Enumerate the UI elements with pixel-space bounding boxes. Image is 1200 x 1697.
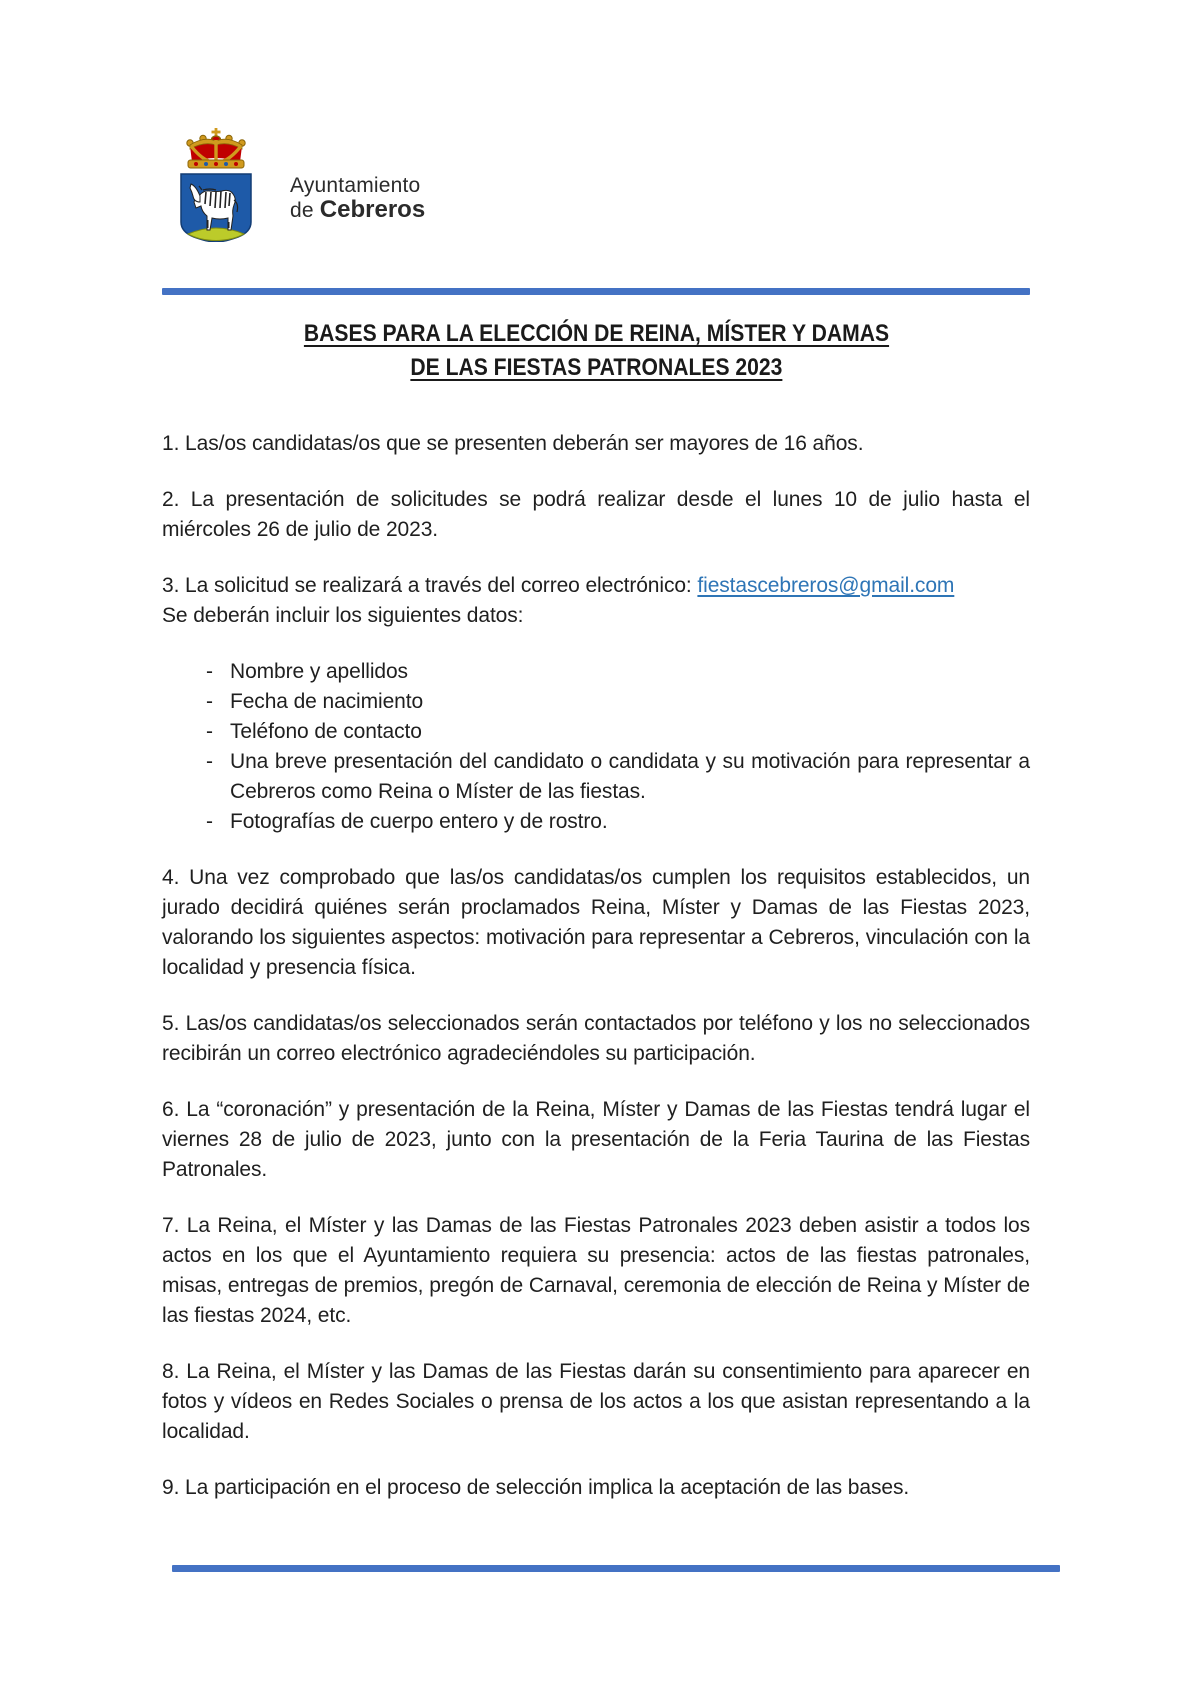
dash-marker: - bbox=[206, 750, 213, 773]
organization-name bbox=[290, 174, 425, 223]
bottom-divider bbox=[172, 1565, 1060, 1572]
paragraph-6: 6. La “coronación” y presentación de la Reina, Míster y Damas de las Fiestas tendrá lugar el viernes 28 de julio de 2023, junto con la presentación de la Feria Taurina de las Fiestas Patronales. bbox=[162, 1098, 1030, 1181]
cebreros-coat-of-arms-icon bbox=[176, 126, 256, 242]
list-item bbox=[162, 807, 1030, 837]
document-body bbox=[162, 429, 1030, 1503]
list-item-text: Una breve presentación del candidato o candidata y su motivación para representar a Cebreros como Reina o Míster de las fiestas. bbox=[230, 750, 1030, 803]
paragraph-3-line2: Se deberán incluir los siguientes datos: bbox=[162, 604, 524, 627]
list-item-text: Teléfono de contacto bbox=[230, 720, 422, 743]
title-line-2: DE LAS FIESTAS PATRONALES 2023 bbox=[409, 354, 783, 381]
list-item-text: Fecha de nacimiento bbox=[230, 690, 424, 713]
crown-icon bbox=[187, 128, 245, 168]
dash-marker: - bbox=[206, 810, 213, 833]
paragraph-3-text: 3. La solicitud se realizará a través del correo electrónico: bbox=[162, 574, 698, 597]
list-item bbox=[162, 687, 1030, 717]
paragraph-2: 2. La presentación de solicitudes se podrá realizar desde el lunes 10 de julio hasta el miércoles 26 de julio de 2023. bbox=[162, 488, 1030, 541]
email-link[interactable]: fiestascebreros@gmail.com bbox=[697, 574, 955, 597]
paragraph-7: 7. La Reina, el Míster y las Damas de las Fiestas Patronales 2023 deben asistir a todos los actos en los que el Ayuntamiento requiera su presencia: actos de las fiestas patronales, misas, entregas de premios, pregón de Carnaval, ceremonia de elección de Reina y Míster de las fiestas 2024, etc. bbox=[162, 1214, 1030, 1327]
page-title bbox=[162, 317, 1030, 385]
title-line-1: BASES PARA LA ELECCIÓN DE REINA, MÍSTER Y DAMAS bbox=[303, 320, 889, 347]
list-item bbox=[162, 717, 1030, 747]
paragraph-4: 4. Una vez comprobado que las/os candidatas/os cumplen los requisitos establecidos, un jurado decidirá quiénes serán proclamados Reina, Míster y Damas de las Fiestas 2023, valorando los siguientes aspectos: motivación para representar a Cebreros, vinculación con la localidad y presencia física. bbox=[162, 866, 1030, 979]
dash-marker: - bbox=[206, 660, 213, 683]
shield-icon bbox=[181, 174, 251, 242]
dash-marker: - bbox=[206, 690, 213, 713]
paragraph-5: 5. Las/os candidatas/os seleccionados serán contactados por teléfono y los no seleccionados recibirán un correo electrónico agradeciéndoles su participación. bbox=[162, 1012, 1030, 1065]
list-item-text: Fotografías de cuerpo entero y de rostro. bbox=[230, 810, 608, 833]
list-item bbox=[162, 657, 1030, 687]
required-data-list bbox=[162, 657, 1030, 837]
list-item-text: Nombre y apellidos bbox=[230, 660, 408, 683]
org-name-line1: Ayuntamiento bbox=[290, 174, 421, 197]
paragraph-3 bbox=[162, 571, 1030, 631]
paragraph-8: 8. La Reina, el Míster y las Damas de las Fiestas darán su consentimiento para aparecer en fotos y vídeos en Redes Sociales o prensa de los actos a los que asistan representando a la localidad. bbox=[162, 1360, 1030, 1443]
top-divider bbox=[162, 288, 1030, 295]
list-item bbox=[162, 747, 1030, 807]
paragraph-9: 9. La participación en el proceso de selección implica la aceptación de las bases. bbox=[162, 1476, 910, 1499]
header bbox=[162, 126, 1030, 242]
dash-marker: - bbox=[206, 720, 213, 743]
org-name-line2 bbox=[290, 198, 425, 223]
org-name-prefix: de bbox=[290, 199, 320, 222]
org-name-bold: Cebreros bbox=[319, 196, 426, 223]
paragraph-1: 1. Las/os candidatas/os que se presenten deberán ser mayores de 16 años. bbox=[162, 432, 864, 455]
